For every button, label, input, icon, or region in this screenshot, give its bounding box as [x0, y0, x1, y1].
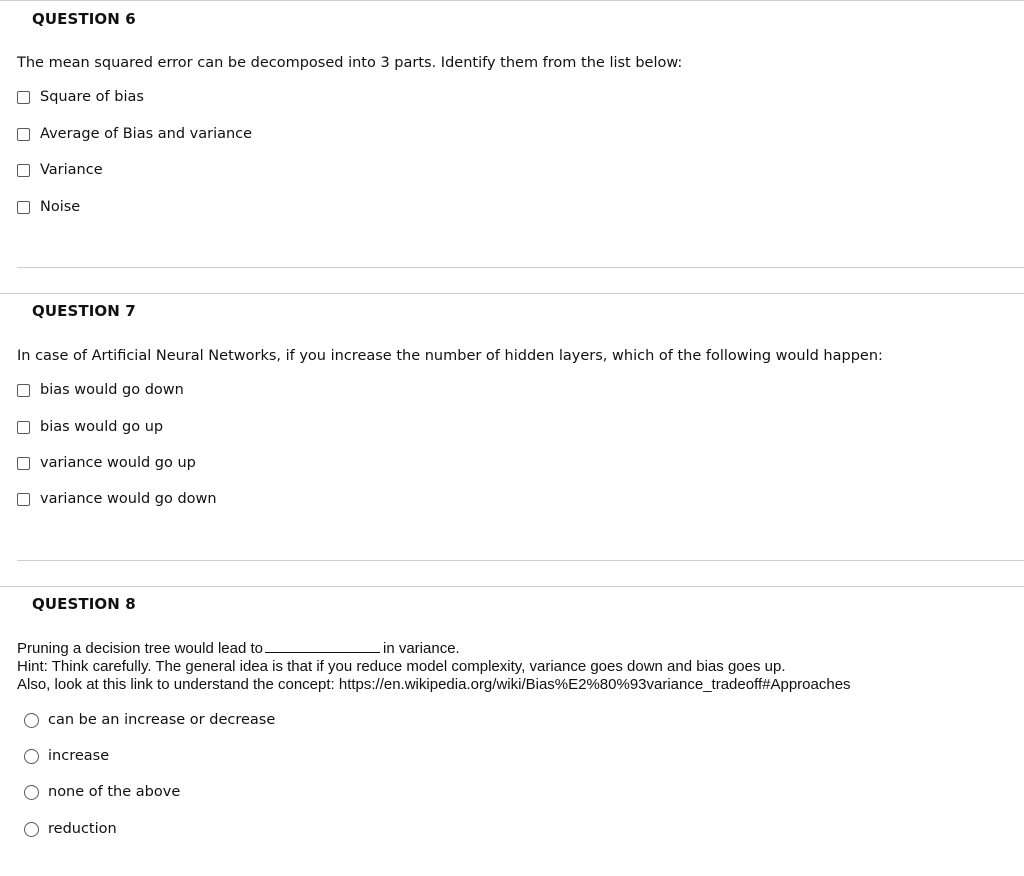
option-label: Average of Bias and variance [40, 126, 253, 142]
question-8-title: QUESTION 8 [32, 595, 136, 613]
q6-option-noise[interactable] [17, 198, 80, 216]
radio-button[interactable] [24, 785, 39, 800]
option-label: Variance [40, 162, 103, 178]
top-divider [0, 0, 1024, 1]
q8-option-reduction[interactable] [17, 820, 117, 838]
question-8-hint: Hint: Think carefully. The general idea is that if you reduce model complexity, variance goes down and bias goes up. [17, 658, 786, 675]
fill-in-blank [265, 640, 380, 653]
radio-button[interactable] [24, 749, 39, 764]
question-6-title: QUESTION 6 [32, 10, 136, 28]
checkbox[interactable] [17, 164, 30, 177]
question-7-prompt: In case of Artificial Neural Networks, if you increase the number of hidden layers, which of the following would happen: [17, 348, 883, 364]
checkbox[interactable] [17, 201, 30, 214]
q8-option-increase[interactable] [17, 747, 109, 765]
checkbox[interactable] [17, 384, 30, 397]
checkbox[interactable] [17, 421, 30, 434]
checkbox[interactable] [17, 128, 30, 141]
q6-option-square-of-bias[interactable] [17, 88, 144, 106]
q7-top-divider [0, 293, 1024, 294]
checkbox[interactable] [17, 457, 30, 470]
option-label: Noise [40, 199, 81, 215]
option-label: none of the above [48, 784, 181, 800]
q7-option-variance-down[interactable] [17, 490, 217, 508]
prompt-before-blank: Pruning a decision tree would lead to [17, 640, 263, 657]
option-label: bias would go down [40, 382, 184, 398]
radio-button[interactable] [24, 713, 39, 728]
radio-button[interactable] [24, 822, 39, 837]
q7-bottom-divider [17, 560, 1024, 561]
checkbox[interactable] [17, 493, 30, 506]
option-label: can be an increase or decrease [48, 712, 276, 728]
question-6-prompt: The mean squared error can be decomposed into 3 parts. Identify them from the list below: [17, 55, 683, 71]
option-label: bias would go up [40, 419, 164, 435]
q6-option-average-bias-variance[interactable] [17, 125, 252, 143]
question-8-reference-link: Also, look at this link to understand the concept: https://en.wikipedia.org/wiki/Bias%E2%80%93variance_tradeoff#Approaches [17, 676, 851, 693]
option-label: Square of bias [40, 89, 144, 105]
option-label: variance would go up [40, 455, 196, 471]
checkbox[interactable] [17, 91, 30, 104]
q7-option-bias-down[interactable] [17, 381, 184, 399]
q8-top-divider [0, 586, 1024, 587]
question-8-prompt [17, 640, 460, 658]
option-label: variance would go down [40, 491, 217, 507]
prompt-after-blank: in variance. [383, 640, 460, 657]
q7-option-variance-up[interactable] [17, 454, 196, 472]
option-label: reduction [48, 821, 117, 837]
q8-option-increase-or-decrease[interactable] [17, 711, 275, 729]
question-7-title: QUESTION 7 [32, 302, 136, 320]
q7-option-bias-up[interactable] [17, 418, 163, 436]
q6-bottom-divider [17, 267, 1024, 268]
q8-option-none[interactable] [17, 783, 180, 801]
q6-option-variance[interactable] [17, 161, 103, 179]
option-label: increase [48, 748, 110, 764]
